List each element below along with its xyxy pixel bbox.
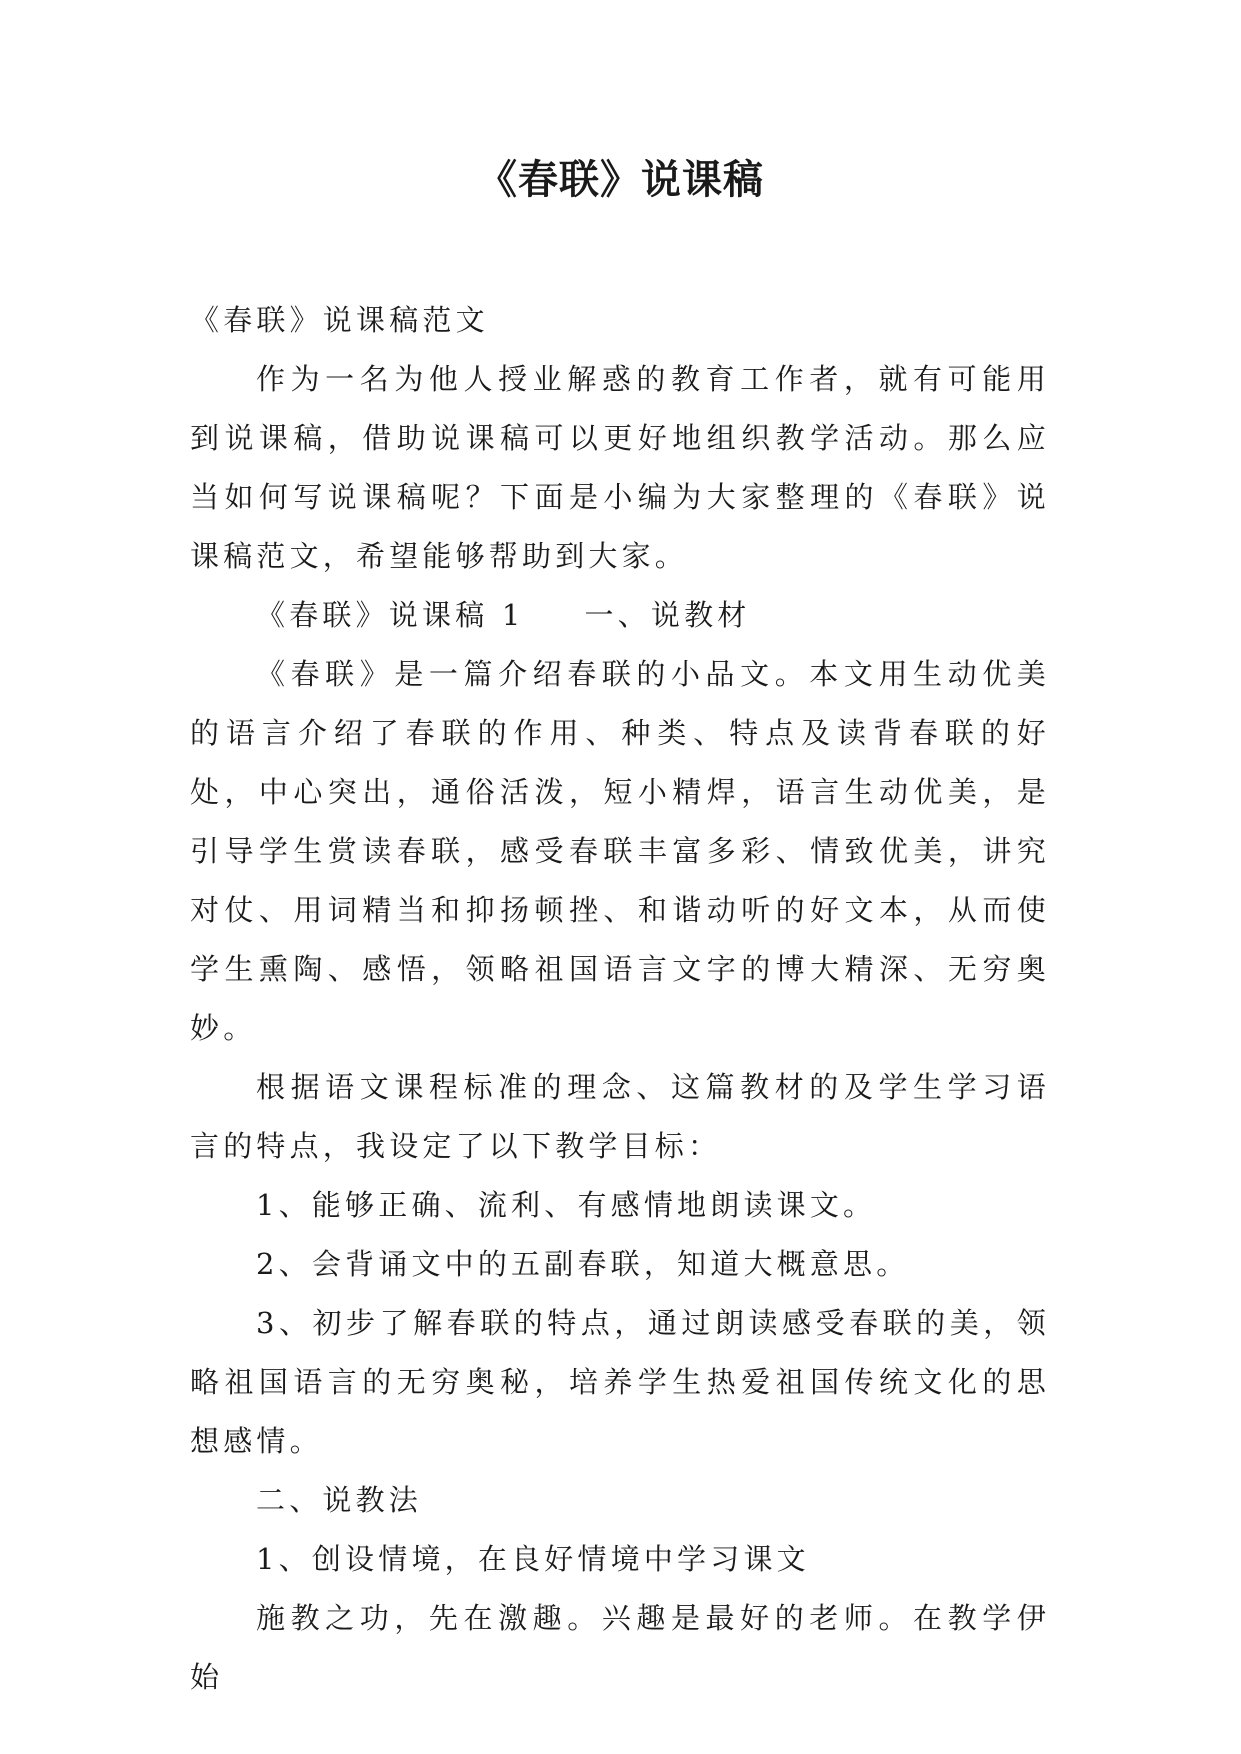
paragraph-intro: 作为一名为他人授业解惑的教育工作者，就有可能用到说课稿，借助说课稿可以更好地组织教学活动。那么应当如何写说课稿呢？下面是小编为大家整理的《春联》说课稿范文，希望能够帮助到大家。 bbox=[190, 362, 1050, 573]
paragraph-method-1: 1、创设情境，在良好情境中学习课文 bbox=[256, 1542, 810, 1576]
paragraph-goal-3: 3、初步了解春联的特点，通过朗读感受春联的美，领略祖国语言的无穷奥秘，培养学生热爱祖国传统文化的思想感情。 bbox=[190, 1306, 1050, 1458]
paragraph-method-heading: 二、说教法 bbox=[256, 1483, 423, 1517]
paragraph-section-heading bbox=[190, 586, 1050, 645]
paragraph-goal-2: 2、会背诵文中的五副春联，知道大概意思。 bbox=[256, 1247, 910, 1281]
paragraph-method-1-body: 施教之功，先在激趣。兴趣是最好的老师。在教学伊始 bbox=[190, 1601, 1050, 1694]
paragraph-goals-intro: 根据语文课程标准的理念、这篇教材的及学生学习语言的特点，我设定了以下教学目标： bbox=[190, 1070, 1050, 1163]
section-title: 《春联》说课稿 1 bbox=[256, 598, 525, 632]
paragraph-goal-1: 1、能够正确、流利、有感情地朗读课文。 bbox=[256, 1188, 877, 1222]
subsection-title: 一、说教材 bbox=[584, 598, 751, 632]
paragraph-subtitle: 《春联》说课稿范文 bbox=[190, 303, 489, 337]
paragraph-textbook: 《春联》是一篇介绍春联的小品文。本文用生动优美的语言介绍了春联的作用、种类、特点及读背春联的好处，中心突出，通俗活泼，短小精焊，语言生动优美，是引导学生赏读春联，感受春联丰富多彩、情致优美，讲究对仗、用词精当和抑扬顿挫、和谐动听的好文本，从而使学生熏陶、感悟，领略祖国语言文字的博大精深、无穷奥妙。 bbox=[190, 657, 1050, 1045]
document-body bbox=[190, 291, 1050, 1707]
document-title: 《春联》说课稿 bbox=[477, 157, 764, 203]
